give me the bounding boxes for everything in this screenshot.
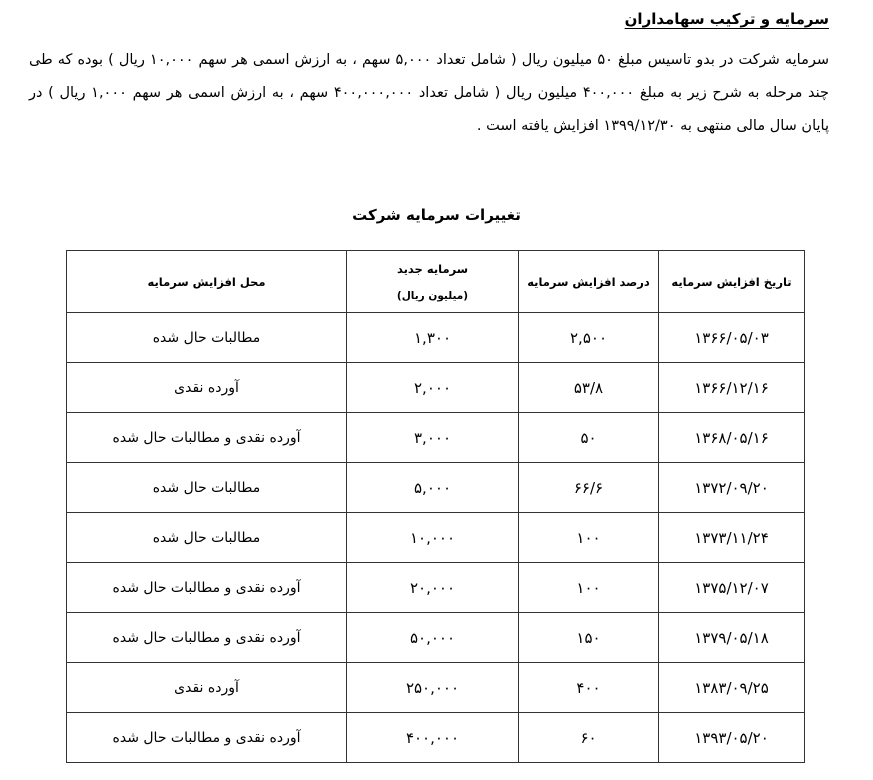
- cell-new-capital: ۳,۰۰۰: [347, 413, 519, 463]
- header-new-capital: [347, 251, 519, 313]
- cell-date: ۱۳۸۳/۰۹/۲۵: [659, 663, 805, 713]
- cell-percent: ۶۰: [519, 713, 659, 763]
- header-percent: درصد افزایش سرمایه: [519, 251, 659, 313]
- cell-date: ۱۳۷۹/۰۵/۱۸: [659, 613, 805, 663]
- cell-date: ۱۳۷۵/۱۲/۰۷: [659, 563, 805, 613]
- cell-source: آورده نقدی و مطالبات حال شده: [67, 563, 347, 613]
- cell-new-capital: ۴۰۰,۰۰۰: [347, 713, 519, 763]
- table-title: تغییرات سرمایه شرکت: [352, 206, 521, 224]
- cell-new-capital: ۵,۰۰۰: [347, 463, 519, 513]
- cell-source: آورده نقدی و مطالبات حال شده: [67, 613, 347, 663]
- table-row: [67, 713, 805, 763]
- cell-source: آورده نقدی: [67, 663, 347, 713]
- cell-percent: ۱۵۰: [519, 613, 659, 663]
- cell-source: مطالبات حال شده: [67, 463, 347, 513]
- cell-date: ۱۳۶۶/۱۲/۱۶: [659, 363, 805, 413]
- cell-date: ۱۳۶۶/۰۵/۰۳: [659, 313, 805, 363]
- table-row: [67, 363, 805, 413]
- cell-percent: ۴۰۰: [519, 663, 659, 713]
- cell-new-capital: ۱۰,۰۰۰: [347, 513, 519, 563]
- table-row: [67, 463, 805, 513]
- cell-new-capital: ۲۵۰,۰۰۰: [347, 663, 519, 713]
- cell-source: آورده نقدی و مطالبات حال شده: [67, 413, 347, 463]
- cell-date: ۱۳۷۲/۰۹/۲۰: [659, 463, 805, 513]
- capital-description: سرمایه شرکت در بدو تاسیس مبلغ ۵۰ میلیون ریال ( شامل تعداد ۵,۰۰۰ سهم ، به ارزش اسمی هر سهم ۱۰,۰۰۰ ریال ) بوده که طی چند مرحله به شرح زیر به مبلغ ۴۰۰,۰۰۰ میلیون ریال ( شامل تعداد ۴۰۰,۰۰۰,۰۰۰ سهم ، به ارزش اسمی هر سهم ۱,۰۰۰ ریال ) در پایان سال مالی منتهی به ۱۳۹۹/۱۲/۳۰ افزایش یافته است .: [29, 52, 830, 134]
- cell-date: ۱۳۶۸/۰۵/۱۶: [659, 413, 805, 463]
- cell-date: ۱۳۹۳/۰۵/۲۰: [659, 713, 805, 763]
- cell-source: مطالبات حال شده: [67, 313, 347, 363]
- cell-new-capital: ۱,۳۰۰: [347, 313, 519, 363]
- table-row: [67, 613, 805, 663]
- table-row: [67, 663, 805, 713]
- cell-percent: ۶۶/۶: [519, 463, 659, 513]
- table-row: [67, 563, 805, 613]
- header-source: محل افزایش سرمایه: [67, 251, 347, 313]
- cell-percent: ۵۳/۸: [519, 363, 659, 413]
- header-new-capital-label: سرمایه جدید: [396, 261, 469, 276]
- capital-changes-table: [66, 250, 805, 763]
- cell-source: آورده نقدی: [67, 363, 347, 413]
- cell-source: مطالبات حال شده: [67, 513, 347, 563]
- table-row: [67, 513, 805, 563]
- cell-percent: ۱۰۰: [519, 513, 659, 563]
- cell-new-capital: ۲,۰۰۰: [347, 363, 519, 413]
- table-row: [67, 413, 805, 463]
- header-new-capital-unit: (میلیون ریال): [396, 289, 469, 302]
- cell-percent: ۱۰۰: [519, 563, 659, 613]
- table-header-row: [67, 251, 805, 313]
- cell-source: آورده نقدی و مطالبات حال شده: [67, 713, 347, 763]
- cell-percent: ۵۰: [519, 413, 659, 463]
- table-row: [67, 313, 805, 363]
- header-date: تاریخ افزایش سرمایه: [659, 251, 805, 313]
- section-title: سرمایه و ترکیب سهامداران: [624, 10, 829, 28]
- cell-new-capital: ۵۰,۰۰۰: [347, 613, 519, 663]
- cell-new-capital: ۲۰,۰۰۰: [347, 563, 519, 613]
- cell-date: ۱۳۷۳/۱۱/۲۴: [659, 513, 805, 563]
- cell-percent: ۲,۵۰۰: [519, 313, 659, 363]
